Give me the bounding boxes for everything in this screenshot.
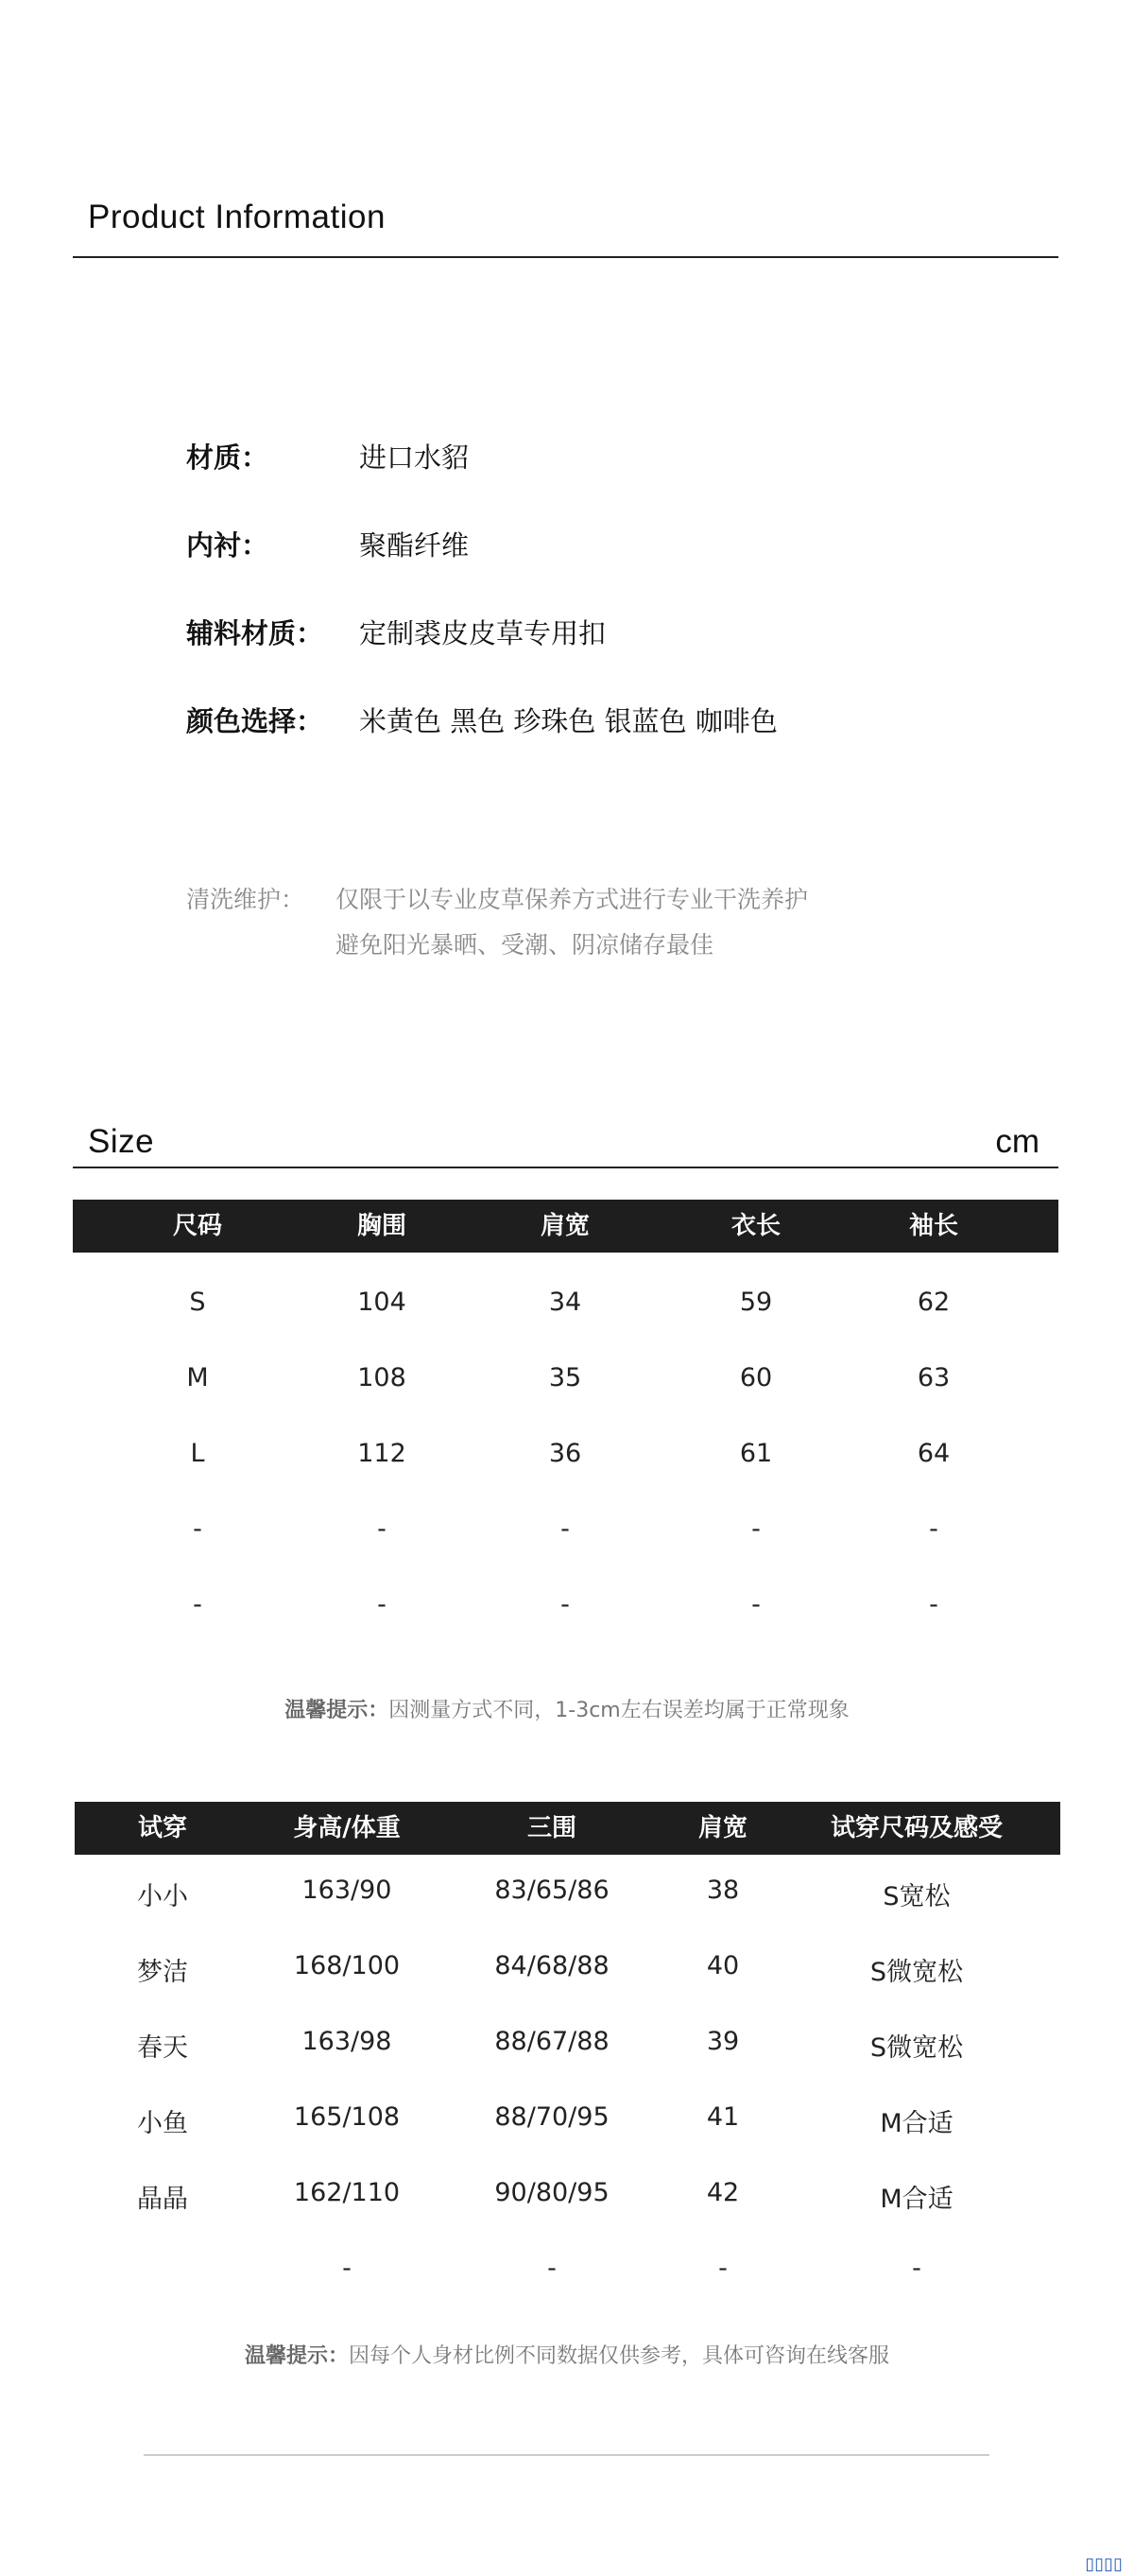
attribute-row-lining (186, 525, 469, 563)
table-cell: S (189, 1288, 206, 1317)
table-cell: 104 (357, 1288, 406, 1317)
care-label: 清洗维护： (186, 886, 305, 913)
attribute-row-accessory (186, 613, 606, 651)
attribute-label: 颜色选择： (186, 705, 324, 737)
table-cell: - (912, 2254, 921, 2283)
attribute-row-material (186, 437, 469, 475)
table-cell: 36 (548, 1439, 582, 1468)
size-header-cell: 肩宽 (540, 1212, 591, 1240)
table-cell: S微宽松 (869, 2033, 964, 2063)
tryon-table-header (75, 1802, 1060, 1855)
table-cell: 41 (706, 2102, 740, 2132)
size-unit: cm (995, 1123, 1040, 1160)
tryon-header-cell: 三围 (526, 1814, 577, 1842)
attribute-value: 进口水貂 (359, 441, 470, 474)
product-info-title: Product Information (88, 199, 386, 235)
table-cell: - (193, 1590, 202, 1619)
table-cell: 40 (706, 1951, 740, 1980)
care-line: 仅限于以专业皮草保养方式进行专业干洗养护 (335, 886, 809, 913)
table-cell: 61 (739, 1439, 773, 1468)
table-cell: - (751, 1514, 761, 1544)
note-label: 温馨提示： (284, 1699, 389, 1722)
tryon-header-cell: 试穿 (137, 1814, 188, 1842)
attribute-label: 材质： (186, 441, 269, 474)
attribute-value: 聚酯纤维 (359, 529, 470, 562)
table-cell: 小鱼 (137, 2109, 188, 2138)
tryon-note (245, 2340, 889, 2369)
table-cell: 108 (357, 1363, 406, 1392)
table-cell: - (929, 1590, 938, 1619)
table-cell: 84/68/88 (494, 1951, 610, 1980)
size-table-header (73, 1200, 1058, 1253)
table-cell: 62 (917, 1288, 951, 1317)
table-cell: S微宽松 (869, 1958, 964, 1987)
table-cell: 163/90 (301, 1876, 392, 1905)
table-cell: M (186, 1363, 209, 1392)
table-cell: 42 (706, 2178, 740, 2207)
attribute-row-colors (186, 700, 778, 739)
table-cell: 35 (548, 1363, 582, 1392)
table-cell: 112 (357, 1439, 406, 1468)
size-header-cell: 衣长 (730, 1212, 782, 1240)
table-cell: 83/65/86 (494, 1876, 610, 1905)
table-cell: - (560, 1590, 570, 1619)
table-cell: 春天 (137, 2033, 188, 2063)
size-header-cell: 尺码 (172, 1212, 223, 1240)
size-note (284, 1694, 849, 1723)
table-cell: - (718, 2254, 728, 2283)
attribute-label: 内衬： (186, 529, 269, 562)
table-cell: 晶晶 (137, 2185, 188, 2214)
table-cell: 88/67/88 (494, 2027, 610, 2056)
table-cell: 小小 (137, 1882, 188, 1911)
table-cell: - (751, 1590, 761, 1619)
attribute-value: 定制裘皮皮草专用扣 (359, 617, 607, 649)
table-cell: 88/70/95 (494, 2102, 610, 2132)
table-cell: 63 (917, 1363, 951, 1392)
table-cell: - (342, 2254, 352, 2283)
table-cell: - (377, 1514, 387, 1544)
table-cell: 162/110 (293, 2178, 401, 2207)
table-cell: 梦洁 (137, 1958, 188, 1987)
corner-glyphs: ▯▯▯▯ (1085, 2554, 1123, 2574)
tryon-header-cell: 身高/体重 (293, 1814, 401, 1842)
table-cell: - (560, 1514, 570, 1544)
table-cell: 64 (917, 1439, 951, 1468)
footer-divider (144, 2454, 989, 2456)
table-cell: S宽松 (883, 1882, 951, 1911)
table-cell: M合适 (880, 2109, 954, 2138)
table-cell: L (190, 1439, 205, 1468)
table-cell: - (377, 1590, 387, 1619)
table-cell: - (929, 1514, 938, 1544)
table-cell: 34 (548, 1288, 582, 1317)
note-text: 因测量方式不同，1-3cm左右误差均属于正常现象 (388, 1699, 850, 1722)
table-cell: 38 (706, 1876, 740, 1905)
tryon-header-cell: 肩宽 (697, 1814, 748, 1842)
care-line: 避免阳光暴晒、受潮、阴凉储存最佳 (335, 931, 714, 959)
attribute-value: 米黄色 黑色 珍珠色 银蓝色 咖啡色 (359, 705, 778, 737)
table-cell: M合适 (880, 2185, 954, 2214)
size-divider (73, 1167, 1058, 1168)
note-label: 温馨提示： (244, 2344, 349, 2368)
table-cell: 90/80/95 (494, 2178, 610, 2207)
product-info-divider (73, 256, 1058, 258)
size-header-cell: 袖长 (908, 1212, 959, 1240)
note-text: 因每个人身材比例不同数据仅供参考，具体可咨询在线客服 (349, 2344, 890, 2368)
table-cell: 39 (706, 2027, 740, 2056)
attribute-label: 辅料材质： (186, 617, 324, 649)
table-cell: 60 (739, 1363, 773, 1392)
table-cell: 163/98 (301, 2027, 392, 2056)
table-cell: 59 (739, 1288, 773, 1317)
table-cell: - (193, 1514, 202, 1544)
table-cell: - (547, 2254, 557, 2283)
table-cell: 168/100 (293, 1951, 401, 1980)
size-title: Size (88, 1123, 155, 1160)
table-cell: 165/108 (293, 2102, 401, 2132)
size-header-cell: 胸围 (356, 1212, 407, 1240)
tryon-header-cell: 试穿尺码及感受 (830, 1814, 1004, 1842)
